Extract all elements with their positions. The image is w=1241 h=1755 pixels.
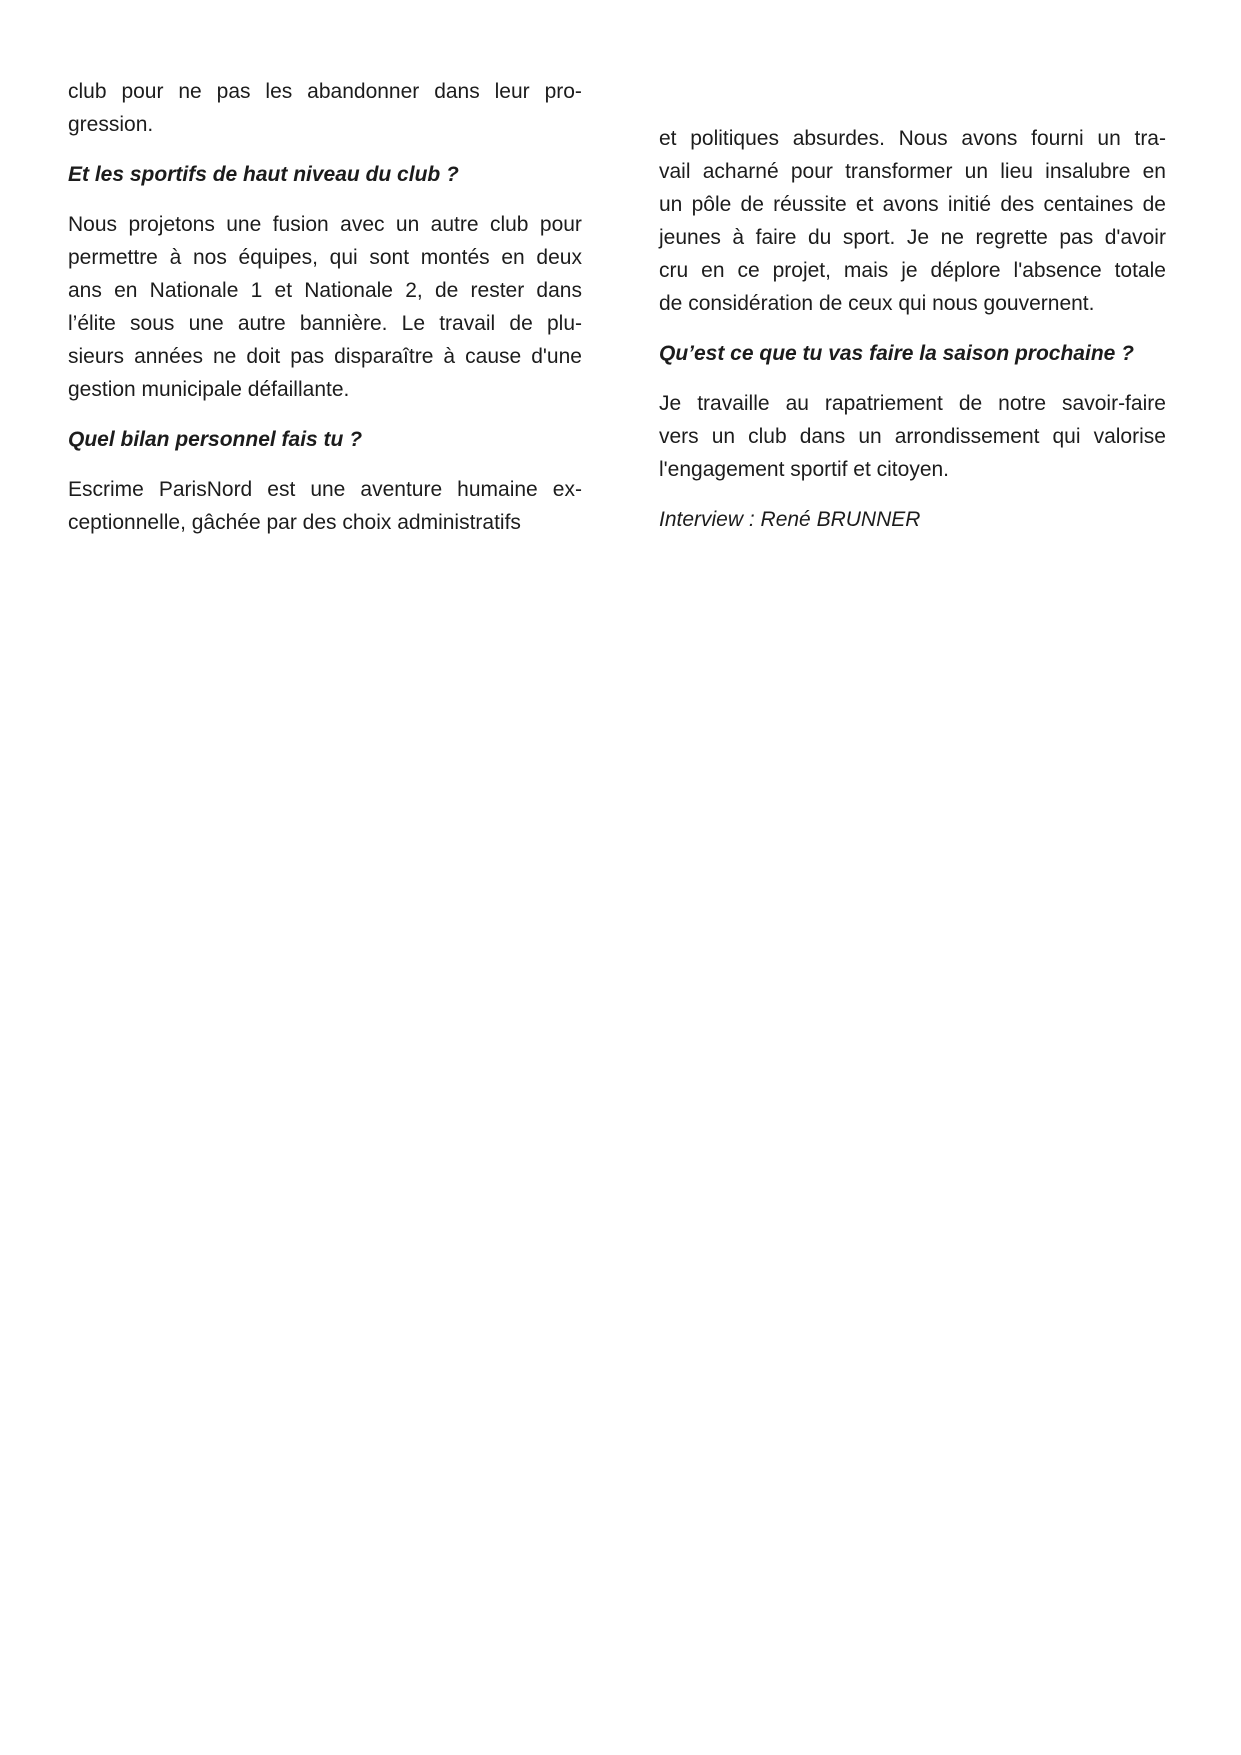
text-line: Qu’est ce que tu vas faire la saison prochaine ? [659,342,1134,365]
text-line: gression. [68,113,154,136]
question-heading [68,423,582,456]
text-line: un pôle de réussite et avons initié des centaines de [659,193,1166,216]
text-line: l'engagement sportif et citoyen. [659,458,950,481]
text-line: Nous projetons une fusion avec un autre club pour [68,213,582,236]
text-line: Et les sportifs de haut niveau du club ? [68,163,459,186]
text-line: vail acharné pour transformer un lieu insalubre en [659,160,1166,183]
body-paragraph [68,75,582,141]
body-paragraph [659,387,1166,486]
text-line: et politiques absurdes. Nous avons fourni un tra- [659,127,1166,150]
body-paragraph [68,208,582,406]
body-paragraph [68,473,582,539]
text-line: gestion municipale défaillante. [68,378,350,401]
text-line: club pour ne pas les abandonner dans leur pro- [68,80,582,103]
text-line: ceptionnelle, gâchée par des choix administratifs [68,511,521,534]
text-line: Quel bilan personnel fais tu ? [68,428,363,451]
interview-credit [659,503,1166,536]
text-line: vers un club dans un arrondissement qui valorise [659,425,1166,448]
text-line: ans en Nationale 1 et Nationale 2, de rester dans [68,279,582,302]
text-line: Je travaille au rapatriement de notre savoir-faire [659,392,1166,415]
question-heading [68,158,582,191]
text-line: de considération de ceux qui nous gouvernent. [659,292,1095,315]
body-paragraph [659,122,1166,320]
text-line: l’élite sous une autre bannière. Le travail de plu- [68,312,582,335]
text-column-right [659,0,1166,553]
text-line: cru en ce projet, mais je déplore l'absence totale [659,259,1166,282]
text-line: permettre à nos équipes, qui sont montés en deux [68,246,582,269]
text-line: sieurs années ne doit pas disparaître à cause d'une [68,345,582,368]
text-line: Interview : René BRUNNER [659,508,921,531]
text-column-left [68,0,582,556]
text-line: Escrime ParisNord est une aventure humaine ex- [68,478,582,501]
question-heading [659,337,1166,370]
text-line: jeunes à faire du sport. Je ne regrette pas d'avoir [659,226,1166,249]
